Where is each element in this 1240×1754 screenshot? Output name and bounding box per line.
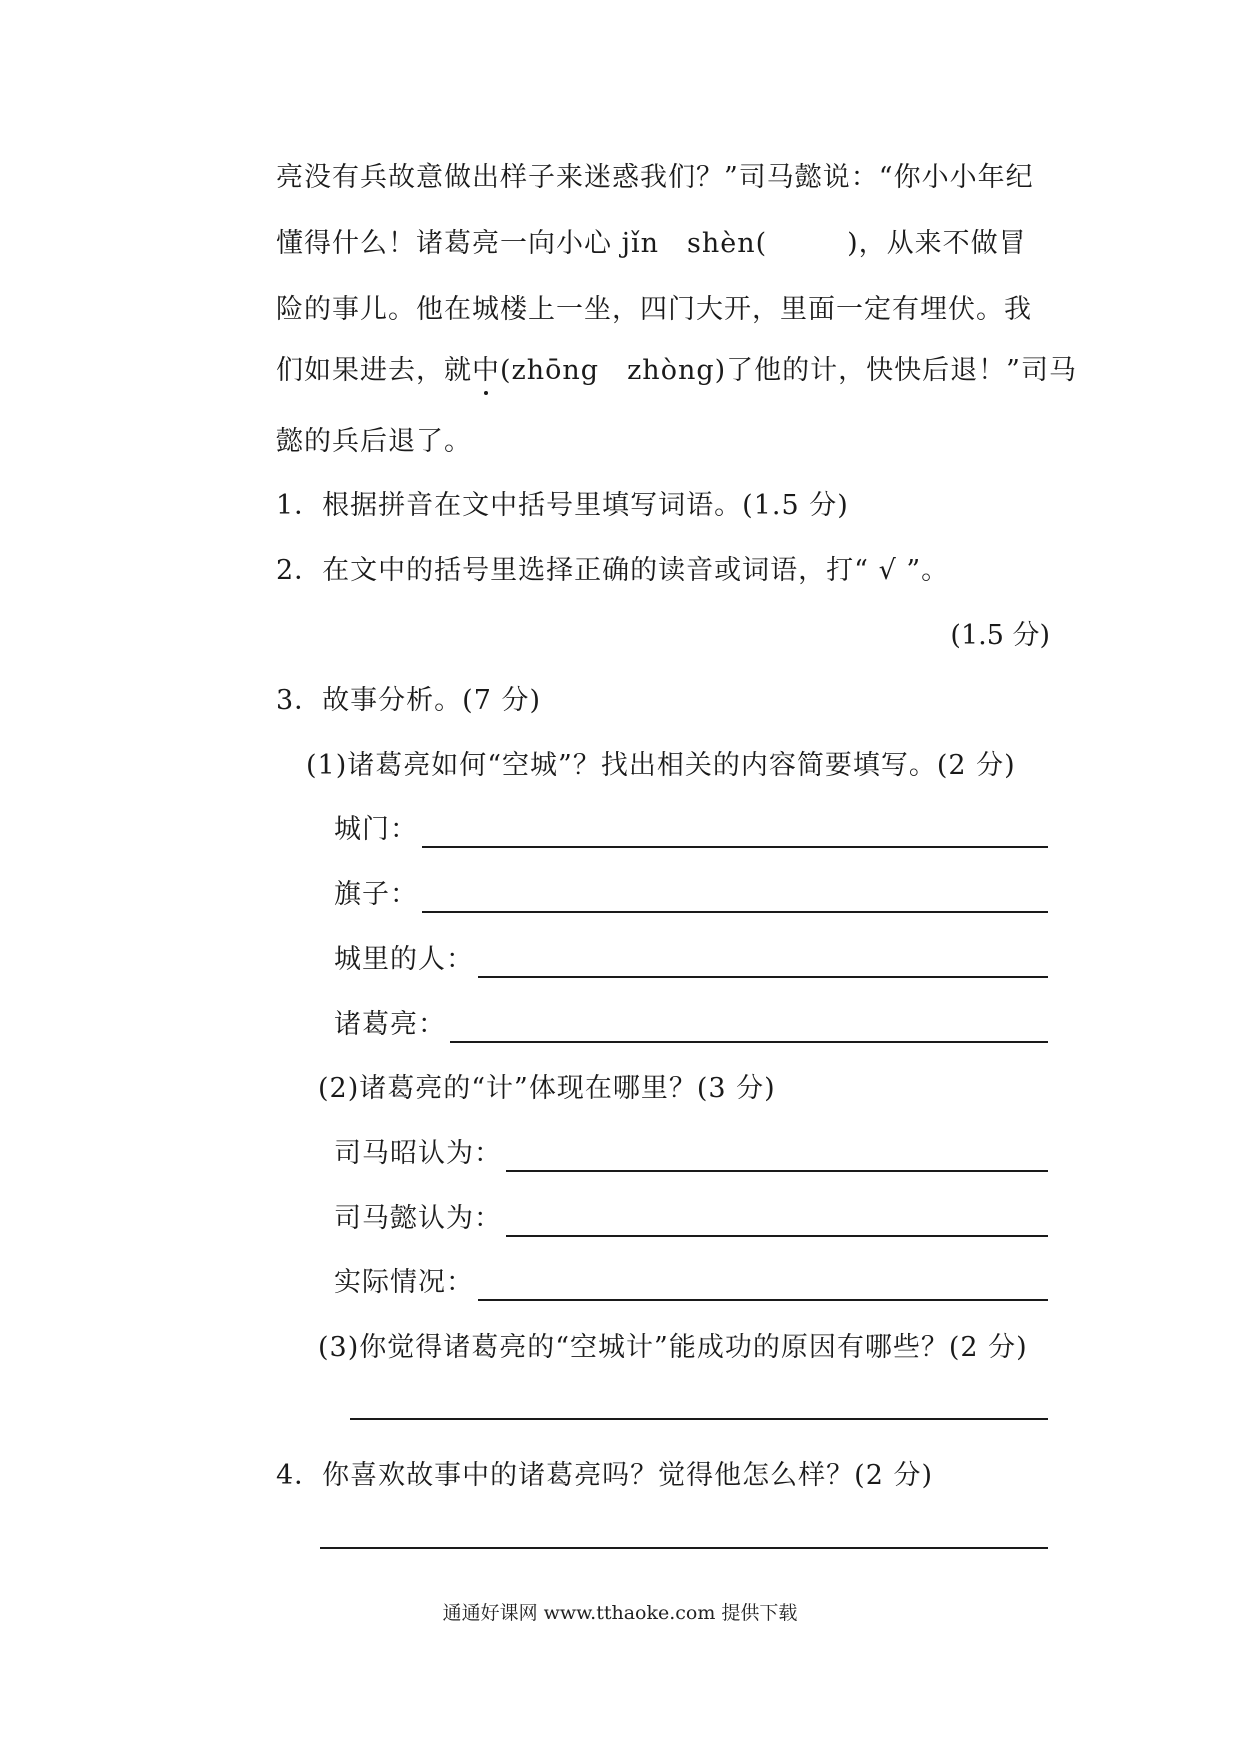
field-sima-yi (334, 1201, 1048, 1237)
question-2: 2．在文中的括号里选择正确的读音或词语，打“ √ ”。 (276, 555, 950, 586)
answer-line[interactable] (478, 950, 1048, 978)
field-label: 城里的人： (334, 944, 474, 975)
emphasis-dotted-char: 中 (472, 353, 500, 389)
question-3: 3．故事分析。(7 分) (276, 685, 542, 716)
field-flags (334, 877, 1048, 913)
field-sima-zhao (334, 1136, 1048, 1172)
question-1: 1．根据拼音在文中括号里填写词语。(1.5 分) (276, 490, 849, 521)
question-3-3: (3)你觉得诸葛亮的“空城计”能成功的原因有哪些？(2 分) (318, 1332, 1028, 1363)
question-3-1: (1)诸葛亮如何“空城”？找出相关的内容简要填写。(2 分) (306, 750, 1016, 781)
field-label: 司马昭认为： (334, 1138, 502, 1169)
passage-line-2-text-b: )，从来不做冒 (847, 228, 1027, 259)
field-zhuge-liang (334, 1007, 1048, 1043)
footer-credit: 通通好课网 www.tthaoke.com 提供下载 (442, 1602, 798, 1624)
passage-line-1: 亮没有兵故意做出样子来迷惑我们？”司马懿说：“你小小年纪 (276, 162, 1034, 193)
passage-line-2-text-a: 懂得什么！诸葛亮一向小心 jǐn shèn( (276, 228, 768, 259)
passage-line-4 (276, 353, 1077, 389)
passage-line-5: 懿的兵后退了。 (276, 426, 472, 457)
field-people-in-city (334, 942, 1048, 978)
field-label: 实际情况： (334, 1267, 474, 1298)
field-actual-situation (334, 1265, 1048, 1301)
answer-line[interactable] (422, 820, 1048, 848)
field-label: 诸葛亮： (334, 1009, 446, 1040)
passage-line-4-text-a: 们如果进去，就 (276, 355, 472, 386)
answer-line-q3-3[interactable] (350, 1418, 1048, 1420)
field-label: 司马懿认为： (334, 1203, 502, 1234)
answer-line[interactable] (506, 1144, 1048, 1172)
answer-line[interactable] (506, 1209, 1048, 1237)
answer-line[interactable] (450, 1015, 1048, 1043)
question-2-score: (1.5 分) (950, 620, 1050, 651)
field-label: 城门： (334, 814, 418, 845)
field-city-gate (334, 812, 1048, 848)
field-label: 旗子： (334, 879, 418, 910)
answer-line-q4[interactable] (320, 1547, 1048, 1549)
passage-line-3: 险的事儿。他在城楼上一坐，四门大开，里面一定有埋伏。我 (276, 294, 1032, 325)
passage-line-2 (276, 226, 1048, 262)
answer-line[interactable] (422, 885, 1048, 913)
answer-line[interactable] (478, 1273, 1048, 1301)
question-3-2: (2)诸葛亮的“计”体现在哪里？(3 分) (318, 1073, 776, 1104)
passage-line-4-text-b: (zhōng zhòng)了他的计，快快后退！”司马 (500, 355, 1077, 386)
question-4: 4．你喜欢故事中的诸葛亮吗？觉得他怎么样？(2 分) (276, 1460, 934, 1491)
